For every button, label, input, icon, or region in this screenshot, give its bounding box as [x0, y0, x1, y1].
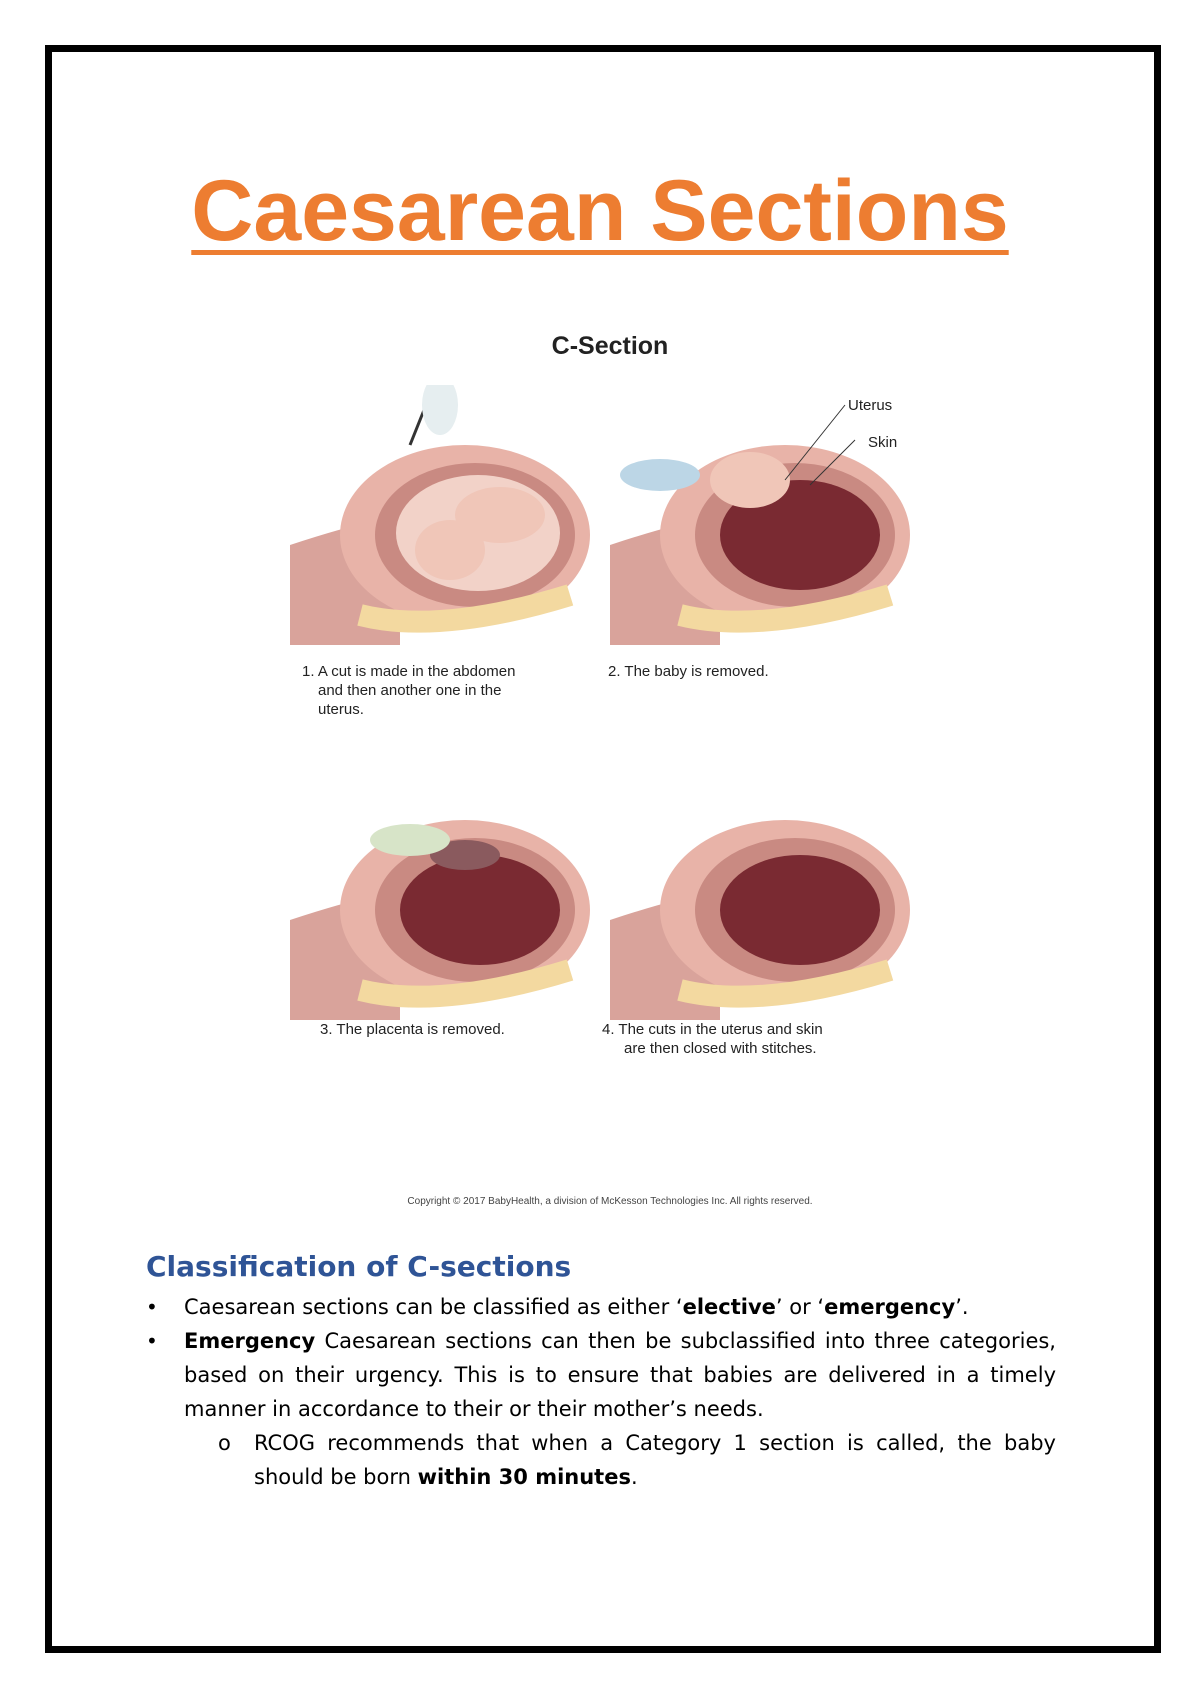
panel-4-illustration	[610, 760, 920, 1020]
list-item: • Emergency Caesarean sections can then be subclassified into three categories, based on their urgency. This is to ensure that babies are delivered in a timely manner in accordance to their or their mother’s needs.	[146, 1324, 1056, 1426]
uterus-label: Uterus	[848, 397, 893, 414]
classification-heading: Classification of C-sections	[146, 1250, 572, 1283]
classification-list	[146, 1290, 1056, 1494]
panel-2-illustration	[610, 385, 920, 645]
caption-1: 1. A cut is made in the abdomen and then another one in the uterus.	[302, 663, 516, 718]
c-section-figure	[280, 320, 940, 1220]
sub-bullet-icon: o	[218, 1431, 231, 1455]
figure-title: C-Section	[551, 332, 669, 360]
bullet-icon: •	[146, 1295, 158, 1319]
bullet-icon: •	[146, 1329, 158, 1353]
caption-2: 2. The baby is removed.	[608, 663, 769, 680]
panel-3-illustration	[290, 760, 600, 1020]
sub-list-item: o RCOG recommends that when a Category 1 section is called, the baby should be born within 30 minutes.	[146, 1426, 1056, 1494]
figure-copyright: Copyright © 2017 BabyHealth, a division of McKesson Technologies Inc. All rights reserved.	[407, 1196, 813, 1207]
list-item: • Caesarean sections can be classified as either ‘elective’ or ‘emergency’.	[146, 1290, 1056, 1324]
caption-4: 4. The cuts in the uterus and skin are then closed with stitches.	[602, 1021, 823, 1057]
caption-3: 3. The placenta is removed.	[320, 1021, 505, 1038]
panel-1-illustration	[290, 385, 600, 645]
page-title: Caesarean Sections	[191, 163, 1009, 259]
skin-label: Skin	[868, 434, 898, 451]
